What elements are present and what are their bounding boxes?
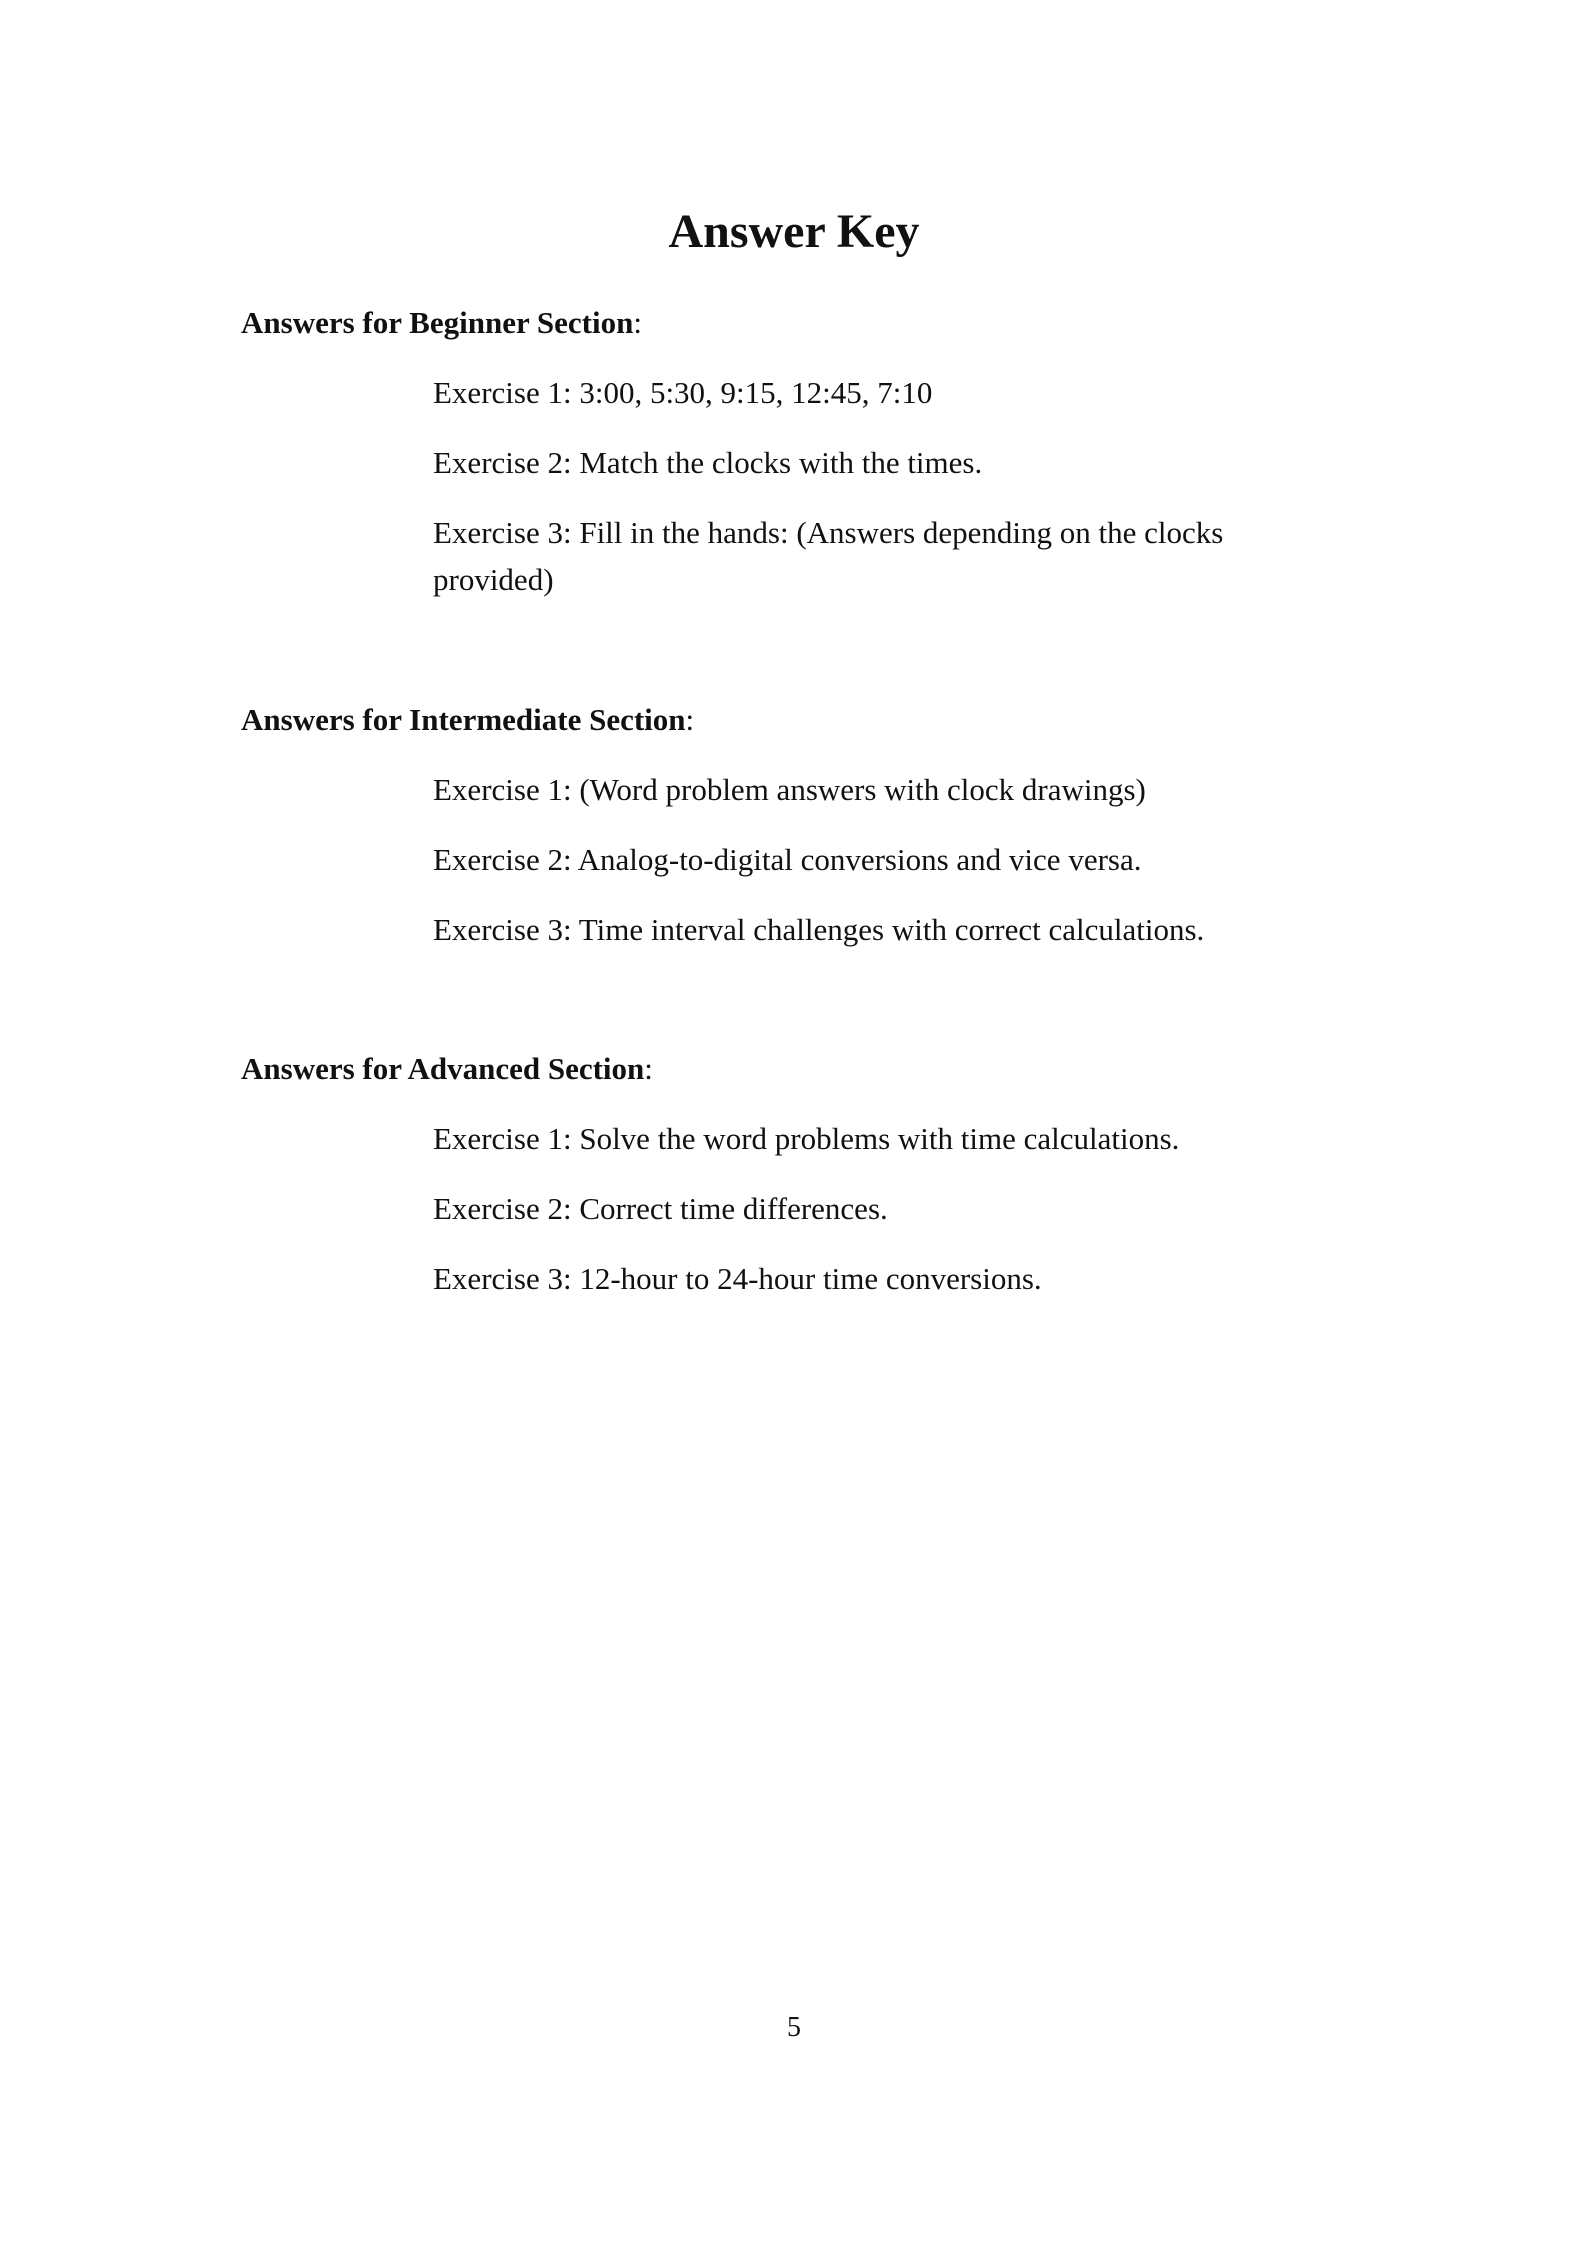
intermediate-exercise-1: Exercise 1: (Word problem answers with clock drawings) (433, 772, 1146, 807)
page-number: 5 (787, 2012, 801, 2043)
advanced-exercise-1: Exercise 1: Solve the word problems with time calculations. (433, 1121, 1180, 1156)
section-heading-colon: : (633, 305, 642, 340)
section-heading-advanced (241, 1049, 653, 1089)
beginner-exercise-3: Exercise 3: Fill in the hands: (Answers depending on the clocks provided) (433, 515, 1224, 597)
section-heading-colon: : (644, 1051, 653, 1086)
section-heading-text: Answers for Advanced Section (241, 1051, 645, 1086)
section-heading-colon: : (685, 702, 695, 737)
intermediate-exercise-3: Exercise 3: Time interval challenges with correct calculations. (433, 912, 1205, 947)
section-heading-intermediate (241, 700, 694, 740)
advanced-exercise-2: Exercise 2: Correct time differences. (433, 1191, 888, 1226)
section-heading-text: Answers for Beginner Section (241, 305, 634, 340)
section-heading-text: Answers for Intermediate Section (241, 702, 686, 737)
beginner-exercise-1: Exercise 1: 3:00, 5:30, 9:15, 12:45, 7:10 (433, 375, 933, 410)
page-title: Answer Key (668, 205, 920, 258)
advanced-exercise-3: Exercise 3: 12-hour to 24-hour time conversions. (433, 1261, 1042, 1296)
beginner-exercise-2: Exercise 2: Match the clocks with the times. (433, 445, 983, 480)
intermediate-exercise-2: Exercise 2: Analog-to-digital conversions and vice versa. (433, 842, 1142, 877)
section-heading-beginner (241, 303, 642, 343)
